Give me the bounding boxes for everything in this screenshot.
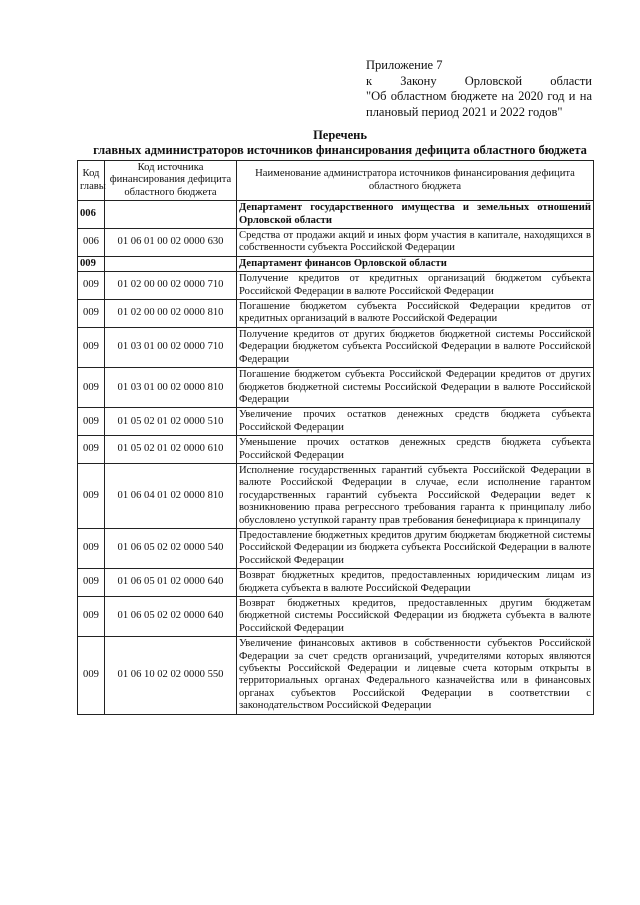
- row-code: 009: [78, 256, 105, 271]
- row-admin-name: Получение кредитов от кредитных организаций бюджетом субъекта Российской Федерации в валюте Российской Федерации: [237, 272, 594, 300]
- row-admin-name: Департамент финансов Орловской области: [237, 256, 594, 271]
- row-source-code: 01 05 02 01 02 0000 610: [105, 436, 237, 464]
- appendix-line: к Закону Орловской области: [366, 73, 592, 88]
- row-code: 009: [78, 569, 105, 597]
- row-code: 009: [78, 300, 105, 328]
- table-row: [78, 528, 594, 568]
- row-code: 006: [78, 201, 105, 229]
- table-row: [78, 256, 594, 271]
- row-source-code: [105, 256, 237, 271]
- row-admin-name: Возврат бюджетных кредитов, предоставленных другим бюджетам бюджетной системы Российской Федерации из бюджета субъекта в валюте Российской Федерации: [237, 597, 594, 637]
- header-code: Код главы: [78, 161, 105, 201]
- row-admin-name: Исполнение государственных гарантий субъекта Российской Федерации в валюте Российской Федерации в случае, если исполнение гарантом государственных гарантий субъекта Российской Федерации ведет к возникновению права регрессного требования гаранта к принципалу либо обусловлено уступкой гаранту прав требования бенефициара к принципалу: [237, 463, 594, 528]
- row-admin-name: Погашение бюджетом субъекта Российской Федерации кредитов от других бюджетов бюджетной системы Российской Федерации в валюте Российской Федерации: [237, 368, 594, 408]
- row-source-code: 01 03 01 00 02 0000 710: [105, 327, 237, 367]
- row-admin-name: Департамент государственного имущества и земельных отношений Орловской области: [237, 201, 594, 229]
- appendix-line: "Об областном бюджете на 2020 год и на: [366, 89, 592, 103]
- header-name: [237, 161, 594, 201]
- table-body: [78, 201, 594, 714]
- row-code: 009: [78, 528, 105, 568]
- table-row: [78, 463, 594, 528]
- row-admin-name: Уменьшение прочих остатков денежных средств бюджета субъекта Российской Федерации: [237, 436, 594, 464]
- table-row: [78, 201, 594, 229]
- table-row: [78, 436, 594, 464]
- row-source-code: 01 03 01 00 02 0000 810: [105, 368, 237, 408]
- table-row: [78, 327, 594, 367]
- row-source-code: 01 06 05 02 02 0000 640: [105, 597, 237, 637]
- row-source-code: 01 06 05 02 02 0000 540: [105, 528, 237, 568]
- table-row: [78, 569, 594, 597]
- row-source-code: 01 02 00 00 02 0000 710: [105, 272, 237, 300]
- row-admin-name: Предоставление бюджетных кредитов другим бюджетам бюджетной системы Российской Федерации из бюджета субъекта Российской Федерации в валюте Российской Федерации: [237, 528, 594, 568]
- table-row: [78, 408, 594, 436]
- row-source-code: 01 06 04 01 02 0000 810: [105, 463, 237, 528]
- row-code: 009: [78, 272, 105, 300]
- row-admin-name: Средства от продажи акций и иных форм участия в капитале, находящихся в собственности субъекта Российской Федерации: [237, 229, 594, 257]
- row-code: 009: [78, 368, 105, 408]
- row-code: 009: [78, 436, 105, 464]
- row-source-code: 01 06 05 01 02 0000 640: [105, 569, 237, 597]
- appendix-line: плановый период 2021 и 2022 годов": [366, 104, 563, 119]
- row-source-code: [105, 201, 237, 229]
- header-name-text: Наименование администратора источников финансирования дефицита областного бюджета: [255, 168, 575, 192]
- appendix-note: [366, 58, 592, 120]
- row-source-code: 01 05 02 01 02 0000 510: [105, 408, 237, 436]
- appendix-line: Приложение 7: [366, 58, 443, 72]
- row-code: 009: [78, 408, 105, 436]
- row-admin-name: Погашение бюджетом субъекта Российской Федерации кредитов от кредитных организаций в валюте Российской Федерации: [237, 300, 594, 328]
- row-source-code: 01 02 00 00 02 0000 810: [105, 300, 237, 328]
- row-admin-name: Возврат бюджетных кредитов, предоставленных юридическим лицам из бюджета субъекта в валюте Российской Федерации: [237, 569, 594, 597]
- table-row: [78, 368, 594, 408]
- row-code: 009: [78, 637, 105, 714]
- table-row: [78, 300, 594, 328]
- document-title: Перечень: [313, 128, 367, 142]
- table-row: [78, 597, 594, 637]
- row-code: 009: [78, 463, 105, 528]
- row-admin-name: Увеличение прочих остатков денежных средств бюджета субъекта Российской Федерации: [237, 408, 594, 436]
- table-row: [78, 272, 594, 300]
- table-row: [78, 229, 594, 257]
- document-subtitle: главных администраторов источников финансирования дефицита областного бюджета: [93, 143, 587, 157]
- row-source-code: 01 06 10 02 02 0000 550: [105, 637, 237, 714]
- table-header-row: [78, 161, 594, 201]
- row-code: 009: [78, 327, 105, 367]
- row-source-code: 01 06 01 00 02 0000 630: [105, 229, 237, 257]
- row-admin-name: Получение кредитов от других бюджетов бюджетной системы Российской Федерации бюджетом субъекта Российской Федерации в валюте Российской Федерации: [237, 327, 594, 367]
- row-code: 006: [78, 229, 105, 257]
- row-code: 009: [78, 597, 105, 637]
- table-row: [78, 637, 594, 714]
- administrators-table: [77, 160, 594, 715]
- row-admin-name: Увеличение финансовых активов в собственности субъектов Российской Федерации за счет средств организаций, учредителями которых являются субъекты Российской Федерации и лицевые счета которым открыты в территориальных органах Федерального казначейства или в финансовых органах субъектов Российской Федерации в соответствии с законодательством Российской Федерации: [237, 637, 594, 714]
- header-source: Код источника финансирования дефицита областного бюджета: [105, 161, 237, 201]
